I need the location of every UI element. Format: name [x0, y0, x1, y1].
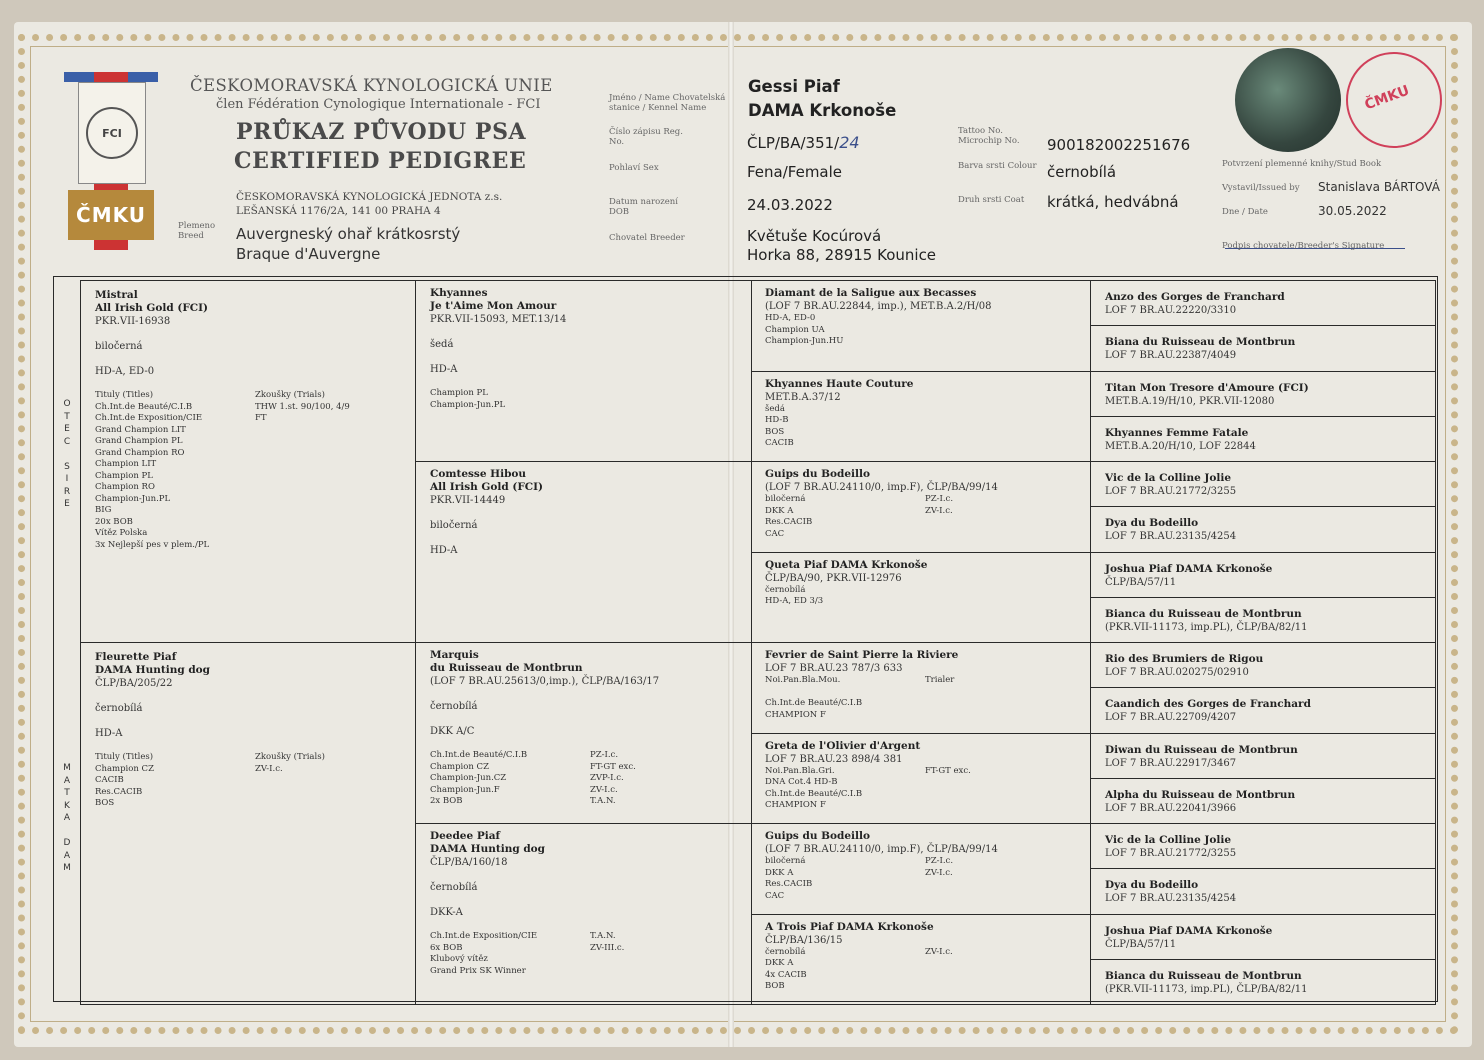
cmku-logo — [64, 72, 158, 250]
detail-item: DKK A — [765, 505, 794, 516]
trial-item: ZV-III.c. — [590, 942, 625, 953]
title-item: Champion RO — [95, 482, 155, 492]
title-item: Ch.Int.de Beauté/C.I.B — [430, 750, 528, 760]
ancestor-reg: LOF 7 BR.AU.020275/02910 — [1105, 667, 1249, 678]
extra-item: ZV-I.c. — [925, 867, 953, 878]
ancestor-reg: LOF 7 BR.AU.22709/4207 — [1105, 712, 1237, 724]
gen4-ancestor-cell — [1090, 325, 1436, 371]
spacer — [430, 557, 741, 569]
extra-item: PZ-I.c. — [925, 494, 954, 504]
ancestor-name: A Trois Piaf DAMA Krkonoše — [765, 920, 934, 933]
detail-item: Noi.Pan.Bla.Gri. — [765, 765, 835, 776]
detail-item: biločerná — [765, 856, 806, 866]
breed-en: Braque d'Auvergne — [236, 245, 381, 263]
gen2-grandparent-cell — [415, 823, 752, 1005]
trial-item: ZVP-I.c. — [590, 773, 624, 783]
breeder-address: Horka 88, 28915 Kounice — [747, 246, 937, 264]
extra-col — [925, 856, 953, 902]
title-item: Grand Champion LIT — [95, 424, 186, 435]
dam-letter: A — [63, 813, 71, 823]
gen4-ancestor-cell — [1090, 597, 1436, 643]
title-cz: PRŮKAZ PŮVODU PSA — [236, 119, 527, 145]
ancestor-name: Diamant de la Saligue aux Becasses — [765, 287, 977, 299]
ancestor-reg: LOF 7 BR.AU.22041/3966 — [1105, 802, 1237, 814]
club-line1: ČESKOMORAVSKÁ KYNOLOGICKÁ JEDNOTA z.s. — [236, 191, 503, 203]
dam-letter: A — [63, 850, 71, 861]
ancestor-name: Dya du Bodeillo — [1105, 517, 1199, 530]
title-item: Tituly (Titles) — [95, 752, 154, 762]
gen4-ancestor-cell — [1090, 461, 1436, 507]
dam-letter: A — [63, 775, 71, 786]
spacer — [430, 532, 741, 544]
grandparent-health: DKK A/C — [430, 726, 475, 737]
grandparent-reg: (LOF 7 BR.AU.25613/0,imp.), ČLP/BA/163/17 — [430, 676, 660, 687]
extra-item: FT-GT exc. — [925, 765, 971, 776]
ancestor-name: Khyannes Femme Fatale — [1105, 426, 1249, 439]
reg-label: Číslo zápisu Reg. No. — [609, 127, 683, 147]
colour-value: černobílá — [1047, 163, 1117, 181]
trials-col — [590, 931, 624, 977]
details-extra — [765, 766, 1080, 812]
detail-item: Champion-Jun.HU — [765, 336, 844, 346]
ancestor-reg: (LOF 7 BR.AU.24110/0, imp.F), ČLP/BA/99/14 — [765, 482, 998, 493]
gen3-ancestor-cell — [751, 461, 1091, 553]
detail-item: HD-A, ED-0 — [765, 313, 816, 323]
ancestor-reg: LOF 7 BR.AU.23135/4254 — [1105, 893, 1237, 905]
detail-item: šedá — [765, 403, 785, 414]
detail-item: CHAMPION F — [765, 709, 826, 720]
trial-item: ZV-I.c. — [255, 763, 283, 774]
parent-health: HD-A — [95, 728, 123, 739]
spacer — [430, 351, 741, 363]
titles-col — [430, 750, 590, 808]
detail-item: Noi.Pan.Bla.Mou. — [765, 675, 841, 685]
grandparent-health: HD-A — [430, 545, 458, 556]
titles-trials — [95, 752, 405, 810]
grandparent-kennel: All Irish Gold (FCI) — [430, 481, 544, 493]
detail-item: CACIB — [765, 438, 794, 448]
ancestor-name: Fevrier de Saint Pierre la Riviere — [765, 649, 959, 661]
ancestor-reg: LOF 7 BR.AU.21772/3255 — [1105, 486, 1237, 497]
extra-item: ZV-I.c. — [925, 946, 953, 957]
gen4-ancestor-cell — [1090, 778, 1436, 824]
ancestor-reg: LOF 7 BR.AU.21772/3255 — [1105, 848, 1237, 859]
extra-col — [925, 947, 953, 993]
sex-label: Pohlaví Sex — [609, 163, 659, 173]
ancestor-name: Queta Piaf DAMA Krkonoše — [765, 558, 928, 571]
titles-col — [95, 752, 255, 810]
reg-no: ČLP/BA/351/24 — [747, 133, 860, 152]
dog-kennel: DAMA Krkonoše — [748, 101, 897, 120]
spacer — [430, 894, 741, 906]
detail-item: Ch.Int.de Beauté/C.I.B — [765, 788, 863, 799]
titles-col — [430, 388, 590, 411]
spacer — [430, 869, 741, 881]
titles-trials — [430, 931, 741, 977]
spacer — [430, 919, 741, 931]
club-line2: LEŠANSKÁ 1176/2A, 141 00 PRAHA 4 — [236, 205, 441, 217]
detail-item: DNA Cot.4 HD-B — [765, 777, 838, 787]
grandparent-colour: šedá — [430, 339, 454, 350]
ancestor-name: Diwan du Ruisseau de Montbrun — [1105, 743, 1298, 756]
trials-col — [255, 390, 350, 551]
ancestor-name: Titan Mon Tresore d'Amoure (FCI) — [1105, 381, 1309, 394]
title-item: 2x BOB — [430, 796, 463, 806]
ancestor-name: Rio des Brumiers de Rigou — [1105, 653, 1264, 665]
parent-name: Mistral — [95, 289, 138, 301]
ancestor-name: Anzo des Gorges de Franchard — [1105, 291, 1285, 303]
trial-item: PZ-I.c. — [590, 750, 619, 760]
spacer — [430, 326, 741, 338]
dam-letter: D — [63, 838, 71, 848]
titles-trials — [95, 390, 405, 551]
extra-col — [925, 766, 971, 812]
extra-col — [925, 494, 953, 540]
title-en: CERTIFIED PEDIGREE — [234, 148, 527, 174]
ancestor-reg: ČLP/BA/90, PKR.VII-12976 — [765, 572, 902, 584]
grandparent-name: Marquis — [430, 649, 479, 661]
gen3-ancestor-cell — [751, 552, 1091, 644]
gen3-ancestor-cell — [751, 914, 1091, 1006]
coat-label: Druh srsti Coat — [958, 195, 1025, 205]
dam-letter: K — [64, 800, 70, 811]
title-item: Grand Champion PL — [95, 436, 183, 446]
title-item: 6x BOB — [430, 942, 463, 953]
gen3-ancestor-cell — [751, 823, 1091, 915]
extra-col — [925, 675, 954, 721]
parent-name: Fleurette Piaf — [95, 651, 177, 663]
titles-col — [430, 931, 590, 977]
title-item: Champion-Jun.PL — [95, 493, 171, 504]
sire-letter: R — [63, 486, 71, 497]
breeder-name: Květuše Kocúrová — [747, 227, 882, 245]
ancestor-reg: (PKR.VII-11173, imp.PL), ČLP/BA/82/11 — [1105, 983, 1308, 995]
dob-value: 24.03.2022 — [747, 196, 833, 214]
microchip-label: Tattoo No. Microchip No. — [958, 126, 1020, 146]
title-item: BIG — [95, 505, 112, 515]
extra-item: Trialer — [925, 675, 955, 685]
grandparent-reg: PKR.VII-15093, MET.13/14 — [430, 314, 567, 325]
title-item: Champion-Jun.CZ — [430, 773, 507, 783]
detail-item: černobílá — [765, 584, 806, 595]
details-col — [765, 947, 925, 993]
details-extra — [765, 494, 1080, 540]
extra-item: ZV-I.c. — [925, 505, 953, 516]
detail-item: DKK A — [765, 958, 794, 968]
detail-item: BOB — [765, 981, 785, 991]
sire-letter: I — [65, 474, 69, 484]
dob-label: Datum narození DOB — [609, 197, 678, 217]
ancestor-name: Greta de l'Olivier d'Argent — [765, 739, 921, 752]
title-item: Champion CZ — [430, 761, 489, 772]
ancestor-name: Bianca du Ruisseau de Montbrun — [1105, 607, 1302, 620]
trials-col — [590, 750, 636, 808]
ancestor-reg: LOF 7 BR.AU.22387/4049 — [1105, 350, 1237, 362]
title-item: Tituly (Titles) — [95, 390, 154, 400]
sire-letter: E — [64, 424, 70, 434]
detail-item: CHAMPION F — [765, 800, 826, 810]
org-name: ČESKOMORAVSKÁ KYNOLOGICKÁ UNIE — [190, 76, 553, 95]
gen2-grandparent-cell — [415, 461, 752, 643]
grandparent-kennel: Je t'Aime Mon Amour — [430, 300, 557, 312]
title-item: BOS — [95, 798, 115, 808]
trial-item: FT-GT exc. — [590, 761, 636, 772]
gen4-ancestor-cell — [1090, 552, 1436, 598]
ancestor-name: Vic de la Colline Jolie — [1105, 472, 1232, 484]
detail-item: biločerná — [765, 494, 806, 504]
ancestor-name: Biana du Ruisseau de Montbrun — [1105, 336, 1296, 349]
gen3-ancestor-cell — [751, 642, 1091, 734]
gen4-ancestor-cell — [1090, 959, 1436, 1005]
dog-name: Gessi Piaf — [748, 77, 840, 96]
sire-letter: C — [63, 436, 71, 447]
sire-letter — [60, 448, 74, 461]
gen4-ancestor-cell — [1090, 823, 1436, 869]
trial-item: FT — [255, 413, 267, 423]
trial-item: T.A.N. — [590, 796, 616, 806]
ancestor-reg: LOF 7 BR.AU.23 787/3 633 — [765, 663, 903, 674]
ancestor-name: Guips du Bodeillo — [765, 468, 870, 480]
breed-cz: Auvergneský ohař krátkosrstý — [236, 225, 461, 243]
spacer — [95, 353, 405, 365]
title-item: Champion-Jun.PL — [430, 399, 506, 410]
detail-item: Res.CACIB — [765, 879, 813, 889]
hologram-seal — [1235, 48, 1341, 152]
sex-value: Fena/Female — [747, 163, 843, 181]
title-item: Champion CZ — [95, 763, 154, 774]
gen4-ancestor-cell — [1090, 733, 1436, 779]
parent-kennel: All Irish Gold (FCI) — [95, 302, 209, 314]
ancestor-reg: LOF 7 BR.AU.23 898/4 381 — [765, 753, 903, 765]
dam-letter: M — [63, 863, 71, 873]
gen1-parent-cell — [80, 280, 416, 643]
gen4-ancestor-cell — [1090, 416, 1436, 462]
studbook-date: 30.05.2022 — [1318, 204, 1387, 218]
details-col — [765, 856, 925, 902]
title-item: Grand Prix SK Winner — [430, 965, 526, 976]
ancestor-name: Khyannes Haute Couture — [765, 377, 914, 390]
gen4-ancestor-cell — [1090, 506, 1436, 552]
org-member: člen Fédération Cynologique Internationale - FCI — [216, 97, 541, 112]
sire-letter: S — [64, 461, 70, 472]
grandparent-name: Comtesse Hibou — [430, 468, 527, 480]
gen2-grandparent-cell — [415, 280, 752, 462]
title-item: Ch.Int.de Beauté/C.I.B — [95, 401, 193, 412]
title-item: Champion PL — [95, 470, 153, 481]
title-item: Res.CACIB — [95, 786, 143, 797]
ancestor-reg: ČLP/BA/57/11 — [1105, 576, 1177, 588]
issued-by: Stanislava BÁRTOVÁ — [1318, 180, 1440, 194]
gen4-ancestor-cell — [1090, 642, 1436, 688]
signature-label: Podpis chovatele/Breeder's Signature — [1222, 241, 1385, 251]
issued-label: Vystavil/Issued by — [1222, 183, 1300, 193]
gen4-ancestor-cell — [1090, 868, 1436, 914]
trial-item: ZV-I.c. — [590, 784, 618, 795]
sire-letter: E — [64, 499, 70, 509]
details-col — [765, 494, 925, 540]
ancestor-reg: LOF 7 BR.AU.22220/3310 — [1105, 305, 1237, 316]
gen2-grandparent-cell — [415, 642, 752, 824]
extra-item: PZ-I.c. — [925, 856, 954, 866]
spacer — [430, 688, 741, 700]
spacer — [95, 740, 405, 752]
parent-reg: ČLP/BA/205/22 — [95, 678, 173, 689]
grandparent-name: Deedee Piaf — [430, 830, 501, 842]
grandparent-kennel: du Ruisseau de Montbrun — [430, 662, 583, 674]
ancestor-name: Joshua Piaf DAMA Krkonoše — [1105, 562, 1273, 575]
trial-item: Zkoušky (Trials) — [255, 390, 325, 400]
ancestor-reg: (PKR.VII-11173, imp.PL), ČLP/BA/82/11 — [1105, 621, 1308, 633]
spacer — [430, 507, 741, 519]
detail-item: 4x CACIB — [765, 969, 807, 980]
ancestor-name: Caandich des Gorges de Franchard — [1105, 698, 1311, 711]
sire-letter: T — [64, 411, 70, 422]
gen1-parent-cell — [80, 642, 416, 1005]
title-item: 20x BOB — [95, 516, 133, 527]
grandparent-colour: biločerná — [430, 520, 478, 531]
title-item: Champion-Jun.F — [430, 784, 500, 795]
detail-item — [765, 687, 925, 699]
details-extra — [765, 313, 1080, 348]
detail-item: černobílá — [765, 946, 806, 957]
grandparent-kennel: DAMA Hunting dog — [430, 843, 546, 855]
titles-trials — [430, 388, 741, 411]
trial-item: T.A.N. — [590, 931, 616, 941]
breeder-label: Chovatel Breeder — [609, 233, 685, 243]
spacer — [430, 738, 741, 750]
details-col — [765, 404, 925, 450]
detail-item: CAC — [765, 890, 785, 901]
name-label: Jméno / Name Chovatelská stanice / Kennel Name — [609, 93, 726, 113]
sire-letter: O — [63, 399, 71, 409]
detail-item: Res.CACIB — [765, 517, 813, 527]
microchip-value: 900182002251676 — [1047, 136, 1191, 154]
detail-item: CAC — [765, 528, 785, 539]
dam-letter — [60, 825, 74, 838]
trial-item: THW 1.st. 90/100, 4/9 — [255, 401, 350, 412]
details-extra — [765, 856, 1080, 902]
parent-kennel: DAMA Hunting dog — [95, 664, 211, 676]
ancestor-reg: ČLP/BA/136/15 — [765, 934, 843, 946]
fci-globe-icon: FCI — [78, 82, 146, 184]
parent-health: HD-A, ED-0 — [95, 366, 155, 377]
title-item: Ch.Int.de Exposition/CIE — [95, 413, 203, 423]
titles-trials — [430, 750, 741, 808]
detail-item: DKK A — [765, 867, 794, 878]
title-item: 3x Nejlepší pes v plem./PL — [95, 539, 210, 550]
parent-colour: biločerná — [95, 341, 143, 352]
details-extra — [765, 585, 1080, 608]
ancestor-name: Bianca du Ruisseau de Montbrun — [1105, 969, 1302, 982]
detail-item: Champion UA — [765, 324, 825, 335]
details-extra — [765, 404, 1080, 450]
studbook-confirm-label: Potvrzení plemenné knihy/Stud Book — [1222, 159, 1382, 169]
cmku-emblem: ČMKU — [68, 190, 154, 240]
spacer — [430, 376, 741, 388]
details-col — [765, 766, 925, 812]
gen3-ancestor-cell — [751, 280, 1091, 372]
ancestor-reg: LOF 7 BR.AU.23135/4254 — [1105, 531, 1237, 543]
ancestor-reg: MET.B.A.37/12 — [765, 391, 841, 403]
ancestor-reg: (LOF 7 BR.AU.22844, imp.), MET.B.A.2/H/08 — [765, 301, 992, 312]
gen3-ancestor-cell — [751, 733, 1091, 825]
ancestor-name: Dya du Bodeillo — [1105, 879, 1199, 892]
dam-letter: T — [64, 788, 70, 798]
grandparent-colour: černobílá — [430, 882, 478, 893]
trial-item: Zkoušky (Trials) — [255, 752, 325, 762]
grandparent-reg: PKR.VII-14449 — [430, 495, 506, 506]
title-item: Champion LIT — [95, 459, 157, 469]
ancestor-name: Joshua Piaf DAMA Krkonoše — [1105, 924, 1273, 937]
titles-col — [95, 390, 255, 551]
title-item: Ch.Int.de Exposition/CIE — [430, 931, 538, 941]
gen4-ancestor-cell — [1090, 914, 1436, 960]
title-item: CACIB — [95, 775, 124, 785]
gen3-ancestor-cell — [751, 371, 1091, 463]
title-item: Grand Champion RO — [95, 447, 185, 458]
detail-item: HD-A, ED 3/3 — [765, 596, 824, 606]
ancestor-reg: ČLP/BA/57/11 — [1105, 938, 1177, 950]
dam-vertical-label — [60, 762, 74, 875]
grandparent-name: Khyannes — [430, 287, 488, 299]
grandparent-colour: černobílá — [430, 701, 478, 712]
details-col — [765, 585, 925, 608]
date-label: Dne / Date — [1222, 207, 1268, 217]
details-col — [765, 313, 925, 348]
studbook-stamp: ČMKU — [1346, 52, 1442, 148]
coat-value: krátká, hedvábná — [1047, 193, 1179, 211]
grandparent-reg: ČLP/BA/160/18 — [430, 857, 508, 868]
reg-handwritten: 24 — [839, 133, 860, 152]
breed-label: Plemeno Breed — [178, 221, 216, 241]
ancestor-name: Alpha du Ruisseau de Montbrun — [1105, 788, 1296, 801]
detail-item: BOS — [765, 426, 785, 437]
details-extra — [765, 947, 1080, 993]
parent-reg: PKR.VII-16938 — [95, 316, 171, 327]
trials-col — [255, 752, 325, 810]
title-item: Klubový vítěz — [430, 954, 488, 964]
title-item: Vítěz Polska — [95, 528, 148, 538]
spacer — [95, 378, 405, 390]
gen4-ancestor-cell — [1090, 687, 1436, 733]
details-col — [765, 675, 925, 721]
sire-vertical-label — [60, 398, 74, 511]
details-extra — [765, 675, 1080, 721]
dam-letter: M — [63, 763, 71, 773]
spacer — [95, 328, 405, 340]
ancestor-reg: (LOF 7 BR.AU.24110/0, imp.F), ČLP/BA/99/14 — [765, 844, 998, 855]
ancestor-reg: MET.B.A.19/H/10, PKR.VII-12080 — [1105, 395, 1275, 407]
title-item: Champion PL — [430, 388, 488, 398]
gen4-ancestor-cell — [1090, 280, 1436, 326]
parent-colour: černobílá — [95, 703, 143, 714]
spacer — [95, 715, 405, 727]
detail-item: Ch.Int.de Beauté/C.I.B — [765, 698, 863, 708]
grandparent-health: HD-A — [430, 364, 458, 375]
ancestor-name: Guips du Bodeillo — [765, 830, 870, 842]
colour-label: Barva srsti Colour — [958, 161, 1037, 171]
detail-item: HD-B — [765, 415, 789, 425]
grandparent-health: DKK-A — [430, 907, 463, 918]
spacer — [430, 713, 741, 725]
ancestor-name: Vic de la Colline Jolie — [1105, 834, 1232, 846]
gen4-ancestor-cell — [1090, 371, 1436, 417]
ancestor-reg: LOF 7 BR.AU.22917/3467 — [1105, 757, 1237, 769]
ancestor-reg: MET.B.A.20/H/10, LOF 22844 — [1105, 440, 1256, 452]
spacer — [95, 690, 405, 702]
